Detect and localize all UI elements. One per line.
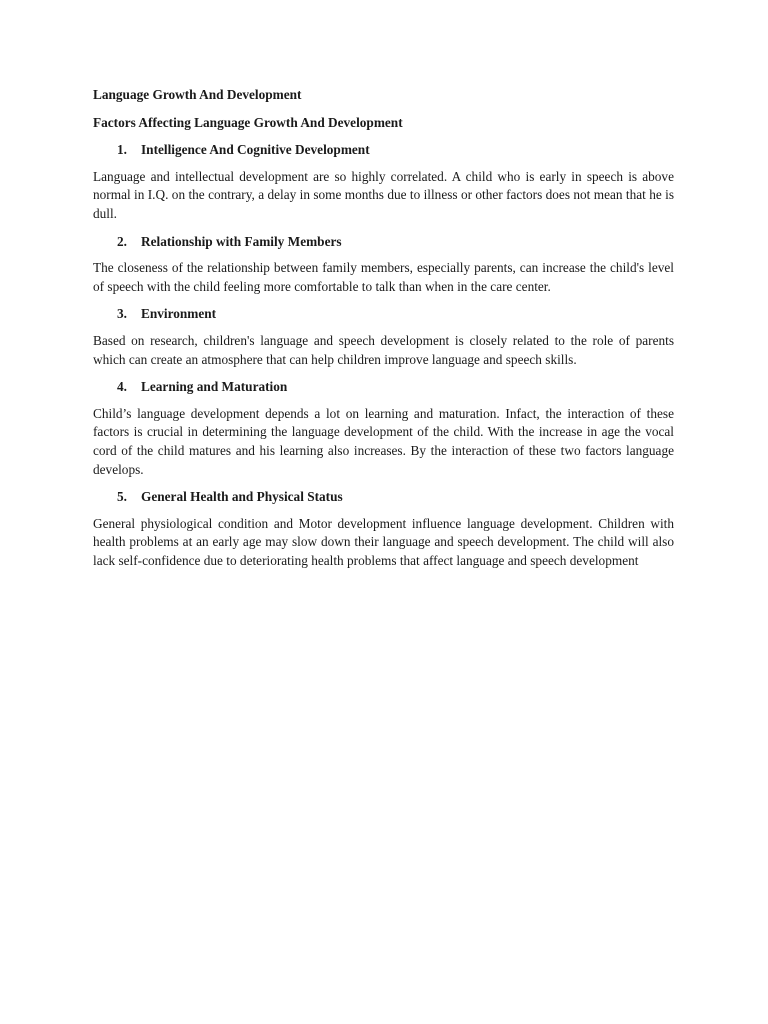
document-subtitle: Factors Affecting Language Growth And Development [93, 114, 403, 130]
section-heading-1 [93, 141, 674, 160]
section-body-1: Language and intellectual development are so highly correlated. A child who is early in speech is above normal in I.Q. on the contrary, a delay in some months due to illness or other factors does not mean that he is dull. [93, 168, 674, 221]
section-heading-text: Relationship with Family Members [141, 233, 342, 249]
section-number: 1. [117, 142, 127, 158]
document-title: Language Growth And Development [93, 87, 302, 102]
section-heading-text: Intelligence And Cognitive Development [141, 142, 370, 158]
section-heading-4 [93, 378, 674, 397]
section-heading-5 [93, 488, 674, 507]
section-heading-text: Environment [141, 306, 217, 322]
section-number: 4. [117, 379, 127, 395]
section-heading-text: Learning and Maturation [141, 379, 288, 395]
document-page [93, 86, 674, 579]
section-heading-2 [93, 233, 674, 252]
section-body-2: The closeness of the relationship between family members, especially parents, can increase the child's level of speech with the child feeling more comfortable to talk than when in the care center. [93, 260, 674, 294]
section-body-5: General physiological condition and Motor development influence language development. Children with health problems at an early age may slow down their language and speech development. The child will also lack self-confidence due to deteriorating health problems that affect language and speech development [93, 515, 674, 568]
section-number: 5. [117, 489, 127, 505]
section-number: 3. [117, 306, 127, 322]
section-heading-text: General Health and Physical Status [141, 489, 343, 505]
section-body-3: Based on research, children's language and speech development is closely related to the role of parents which can create an atmosphere that can help children improve language and speech skills. [93, 332, 674, 367]
section-number: 2. [117, 233, 127, 249]
section-body-4: Child’s language development depends a lot on learning and maturation. Infact, the interaction of these factors is crucial in determining the language development of the child. With the increase in age the vocal cord of the child matures and his learning also increases. By the interaction of these two factors language develops. [93, 405, 674, 477]
section-heading-3 [93, 305, 674, 324]
